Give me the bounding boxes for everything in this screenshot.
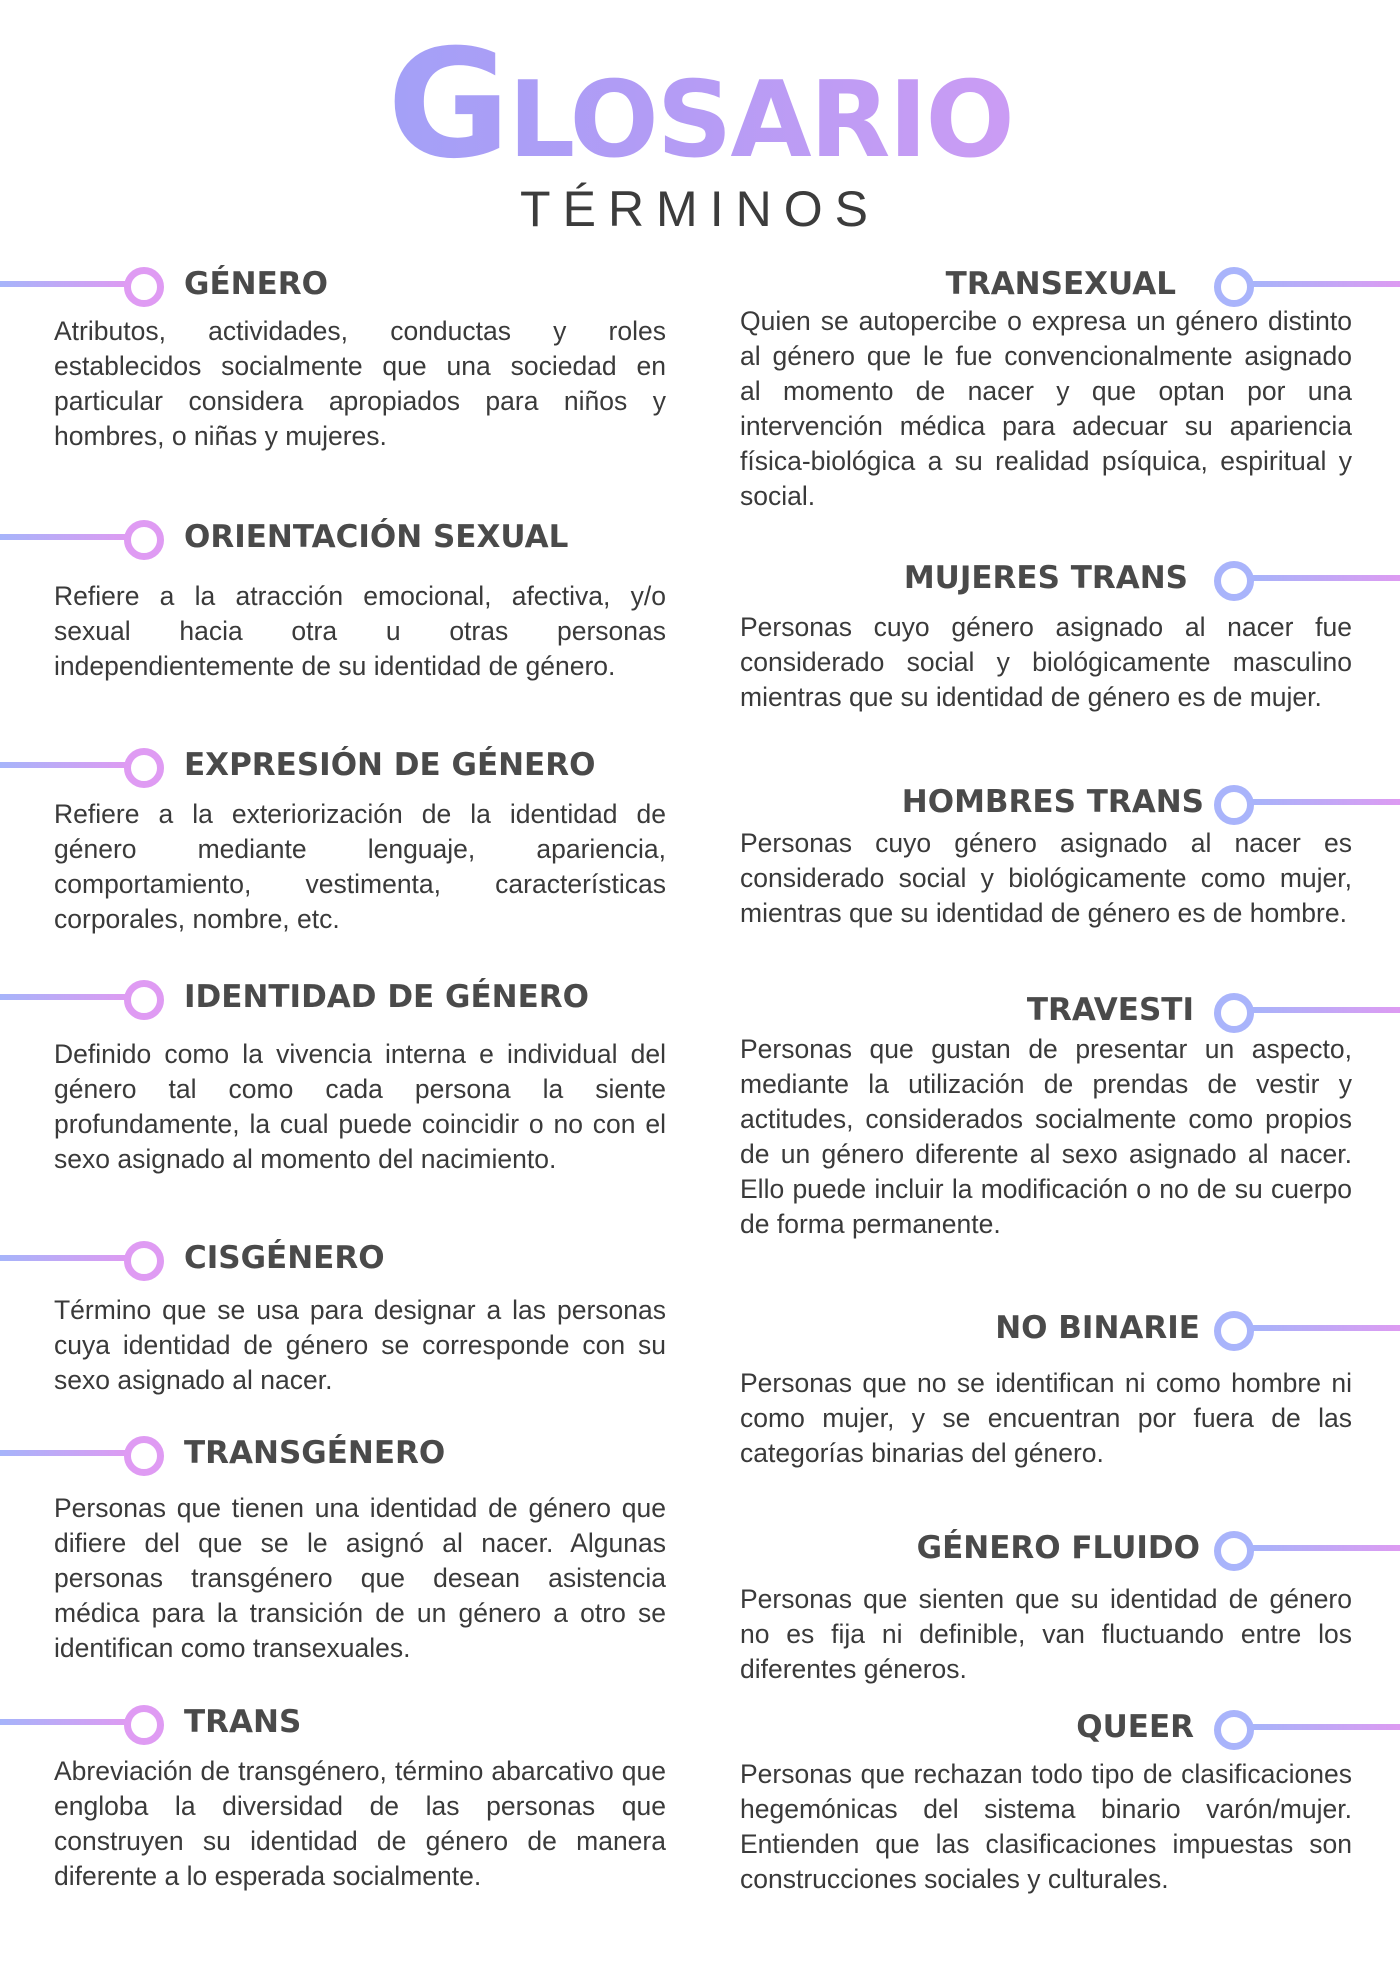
term-definition: Refiere a la atracción emocional, afectiva, y/o sexual hacia otra u otras personas independientemente de su identidad de género. [54,581,666,681]
page-title: Glosario [0,30,1400,180]
timeline-dot-icon [1214,993,1254,1033]
term-heading: TRANSGÉNERO [184,1435,446,1471]
term-heading: CISGÉNERO [184,1240,385,1276]
term-heading: GÉNERO [184,266,328,302]
term-heading: ORIENTACIÓN SEXUAL [184,519,569,555]
timeline-dot-icon [124,1705,164,1745]
timeline-dot-icon [1214,561,1254,601]
timeline-dot-icon [124,980,164,1020]
term-definition: Término que se usa para designar a las personas cuya identidad de género se corresponde con su sexo asignado al nacer. [54,1295,666,1395]
term-heading: IDENTIDAD DE GÉNERO [184,979,589,1015]
timeline-line [1250,1724,1400,1730]
term-heading: TRANS [184,1704,302,1740]
timeline-line [0,1719,126,1725]
timeline-line [0,534,126,540]
term-definition: Personas que tienen una identidad de género que difiere del que se le asignó al nacer. Algunas personas transgénero que desean asistencia médica para la transición de un género a otro se identifican como transexuales. [54,1493,666,1663]
term-heading: QUEER [1076,1709,1194,1745]
timeline-dot-icon [124,1436,164,1476]
term-heading: NO BINARIE [995,1310,1200,1346]
timeline-line [1250,799,1400,805]
timeline-dot-icon [1214,785,1254,825]
term-definition: Abreviación de transgénero, término abarcativo que engloba la diversidad de las personas que construyen su identidad de género de manera diferente a lo esperada socialmente. [54,1756,666,1891]
timeline-dot-icon [124,520,164,560]
timeline-dot-icon [124,748,164,788]
timeline-line [0,1255,126,1261]
timeline-line [1250,1325,1400,1331]
timeline-line [1250,1545,1400,1551]
term-definition: Refiere a la exteriorización de la identidad de género mediante lenguaje, apariencia, comportamiento, vestimenta, características corporales, nombre, etc. [54,799,666,934]
term-heading: GÉNERO FLUIDO [916,1530,1200,1566]
term-heading: TRAVESTI [1026,992,1194,1028]
timeline-dot-icon [124,267,164,307]
timeline-line [1250,575,1400,581]
term-definition: Personas que no se identifican ni como hombre ni como mujer, y se encuentran por fuera de las categorías binarias del género. [740,1368,1352,1468]
timeline-line [0,281,126,287]
term-definition: Quien se autopercibe o expresa un género distinto al género que le fue convencionalmente asignado al momento de nacer y que optan por una intervención médica para adecuar su apariencia física-biológica a su realidad psíquica, espiritual y social. [740,306,1352,511]
timeline-dot-icon [1214,1531,1254,1571]
timeline-line [1250,281,1400,287]
timeline-line [1250,1007,1400,1013]
timeline-line [0,1450,126,1456]
timeline-dot-icon [124,1241,164,1281]
term-heading: HOMBRES TRANS [901,784,1204,820]
term-heading: MUJERES TRANS [903,560,1188,596]
page-subtitle: TÉRMINOS [520,181,880,237]
term-definition: Personas que gustan de presentar un aspecto, mediante la utilización de prendas de vestir y actitudes, considerados socialmente como propios de un género diferente al sexo asignado al nacer. Ello puede incluir la modificación o no de su cuerpo de forma permanente. [740,1034,1352,1239]
timeline-line [0,762,126,768]
term-definition: Personas que sienten que su identidad de género no es fija ni definible, van fluctuando entre los diferentes géneros. [740,1584,1352,1684]
term-heading: EXPRESIÓN DE GÉNERO [184,747,596,783]
timeline-dot-icon [1214,1710,1254,1750]
term-definition: Personas que rechazan todo tipo de clasificaciones hegemónicas del sistema binario varón/mujer. Entienden que las clasificaciones impuestas son construcciones sociales y culturales. [740,1759,1352,1894]
timeline-dot-icon [1214,267,1254,307]
term-definition: Personas cuyo género asignado al nacer es considerado social y biológicamente como mujer, mientras que su identidad de género es de hombre. [740,828,1352,928]
term-heading: TRANSEXUAL [945,266,1176,302]
timeline-line [0,994,126,1000]
term-definition: Atributos, actividades, conductas y roles establecidos socialmente que una sociedad en particular considera apropiados para niños y hombres, o niñas y mujeres. [54,316,666,451]
timeline-dot-icon [1214,1311,1254,1351]
term-definition: Personas cuyo género asignado al nacer fue considerado social y biológicamente masculino mientras que su identidad de género es de mujer. [740,612,1352,712]
term-definition: Definido como la vivencia interna e individual del género tal como cada persona la siente profundamente, la cual puede coincidir o no con el sexo asignado al momento del nacimiento. [54,1039,666,1174]
